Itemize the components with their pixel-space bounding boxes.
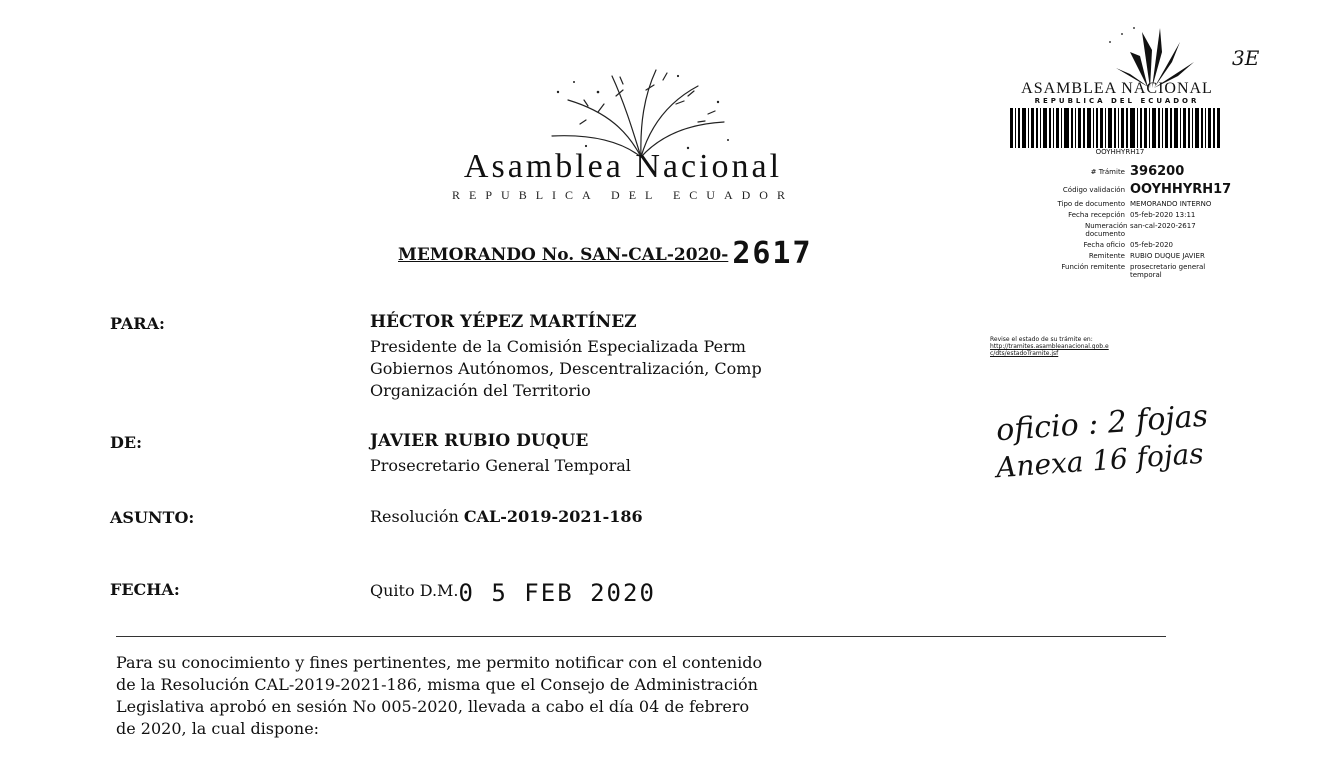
- tipo-value: MEMORANDO INTERNO: [1130, 200, 1212, 208]
- stamp-handwritten-number: 3E: [1232, 46, 1260, 70]
- stamp-row-tipo: [990, 200, 1290, 208]
- asamblea-emblem-icon: [528, 62, 754, 162]
- institution-subtitle: REPUBLICA DEL ECUADOR: [452, 188, 794, 202]
- divider-rule: [116, 636, 1166, 637]
- recepcion-value: 05-feb-2020 13:11: [1130, 211, 1196, 219]
- asunto-label: ASUNTO:: [110, 508, 195, 527]
- para-title-line-1: Presidente de la Comisión Especializada Perm: [370, 337, 746, 356]
- numeracion-value: san-cal-2020-2617: [1130, 222, 1196, 230]
- stamp-institution-name: ASAMBLEA NACIONAL: [1021, 80, 1213, 97]
- para-title-line-3: Organización del Territorio: [370, 381, 591, 400]
- funcion-value: prosecretario general temporal: [1130, 263, 1206, 279]
- check-status-text: Revise el estado de su trámite en:: [990, 336, 1093, 343]
- funcion-label: Función remitente: [1061, 263, 1125, 271]
- body-line-4: de 2020, la cual dispone:: [116, 719, 320, 738]
- fecha-place: Quito D.M.: [370, 581, 459, 600]
- de-label: DE:: [110, 433, 142, 452]
- tipo-label: Tipo de documento: [1057, 200, 1125, 208]
- stamp-check-status: [990, 336, 1110, 357]
- codigo-value: OOYHHYRH17: [1130, 182, 1232, 197]
- institution-name: Asamblea Nacional: [463, 148, 783, 185]
- fecha-date-stamp: 0 5 FEB 2020: [458, 579, 656, 607]
- numeracion-label: Numeración documento: [1085, 222, 1128, 238]
- barcode-text: OOYHHYRH17: [1095, 148, 1145, 156]
- body-line-2: de la Resolución CAL-2019-2021-186, misma que el Consejo de Administración: [116, 675, 758, 694]
- oficio-value: 05-feb-2020: [1130, 241, 1173, 249]
- asunto-value: [370, 506, 643, 528]
- stamp-row-remitente: [990, 252, 1290, 260]
- para-name: HÉCTOR YÉPEZ MARTÍNEZ: [370, 312, 637, 332]
- stamp-row-tramite: [990, 164, 1290, 179]
- stamp-row-numeracion: [990, 222, 1290, 238]
- remitente-label: Remitente: [1088, 252, 1125, 260]
- stamp-row-funcion: [990, 263, 1290, 279]
- body-line-3: Legislativa aprobó en sesión No 005-2020, llevada a cabo el día 04 de febrero: [116, 697, 750, 716]
- body-paragraph: [116, 652, 1056, 740]
- stamp-row-oficio: [990, 241, 1290, 249]
- fecha-label: FECHA:: [110, 580, 180, 599]
- check-status-link[interactable]: http://tramites.asambleanacional.gob.ec/dts/estadoTramite.jsf: [990, 343, 1109, 357]
- stamp-row-recepcion: [990, 211, 1290, 219]
- stamp-institution-subtitle: REPUBLICA DEL ECUADOR: [1034, 97, 1200, 105]
- de-title: Prosecretario General Temporal: [370, 456, 631, 475]
- oficio-label: Fecha oficio: [1083, 241, 1125, 249]
- memo-title: [398, 236, 813, 271]
- barcode-icon: [1010, 108, 1220, 148]
- memo-prefix: MEMORANDO No. SAN-CAL-2020-: [398, 245, 729, 265]
- remitente-value: RUBIO DUQUE JAVIER: [1130, 252, 1205, 260]
- handwritten-oficio-note: oficio : 2 fojas: [995, 398, 1210, 449]
- tramite-value: 396200: [1130, 164, 1185, 179]
- fecha-value: [370, 579, 656, 607]
- asunto-code: CAL-2019-2021-186: [463, 507, 643, 526]
- de-name: JAVIER RUBIO DUQUE: [370, 431, 589, 451]
- stamp-metadata: [990, 164, 1290, 282]
- para-label: PARA:: [110, 314, 165, 333]
- body-line-1: Para su conocimiento y fines pertinentes, me permito notificar con el contenido: [116, 653, 763, 672]
- codigo-label: Código validación: [1062, 186, 1125, 194]
- para-title-line-2: Gobiernos Autónomos, Descentralización, Comp: [370, 359, 762, 378]
- memo-number: 2617: [732, 236, 813, 271]
- recepcion-label: Fecha recepción: [1068, 211, 1125, 219]
- handwritten-anexa-note: Anexa 16 fojas: [995, 436, 1205, 485]
- stamp-row-codigo: [990, 182, 1290, 197]
- asunto-prefix: Resolución: [370, 507, 459, 526]
- tramite-label: # Trámite: [1090, 168, 1125, 176]
